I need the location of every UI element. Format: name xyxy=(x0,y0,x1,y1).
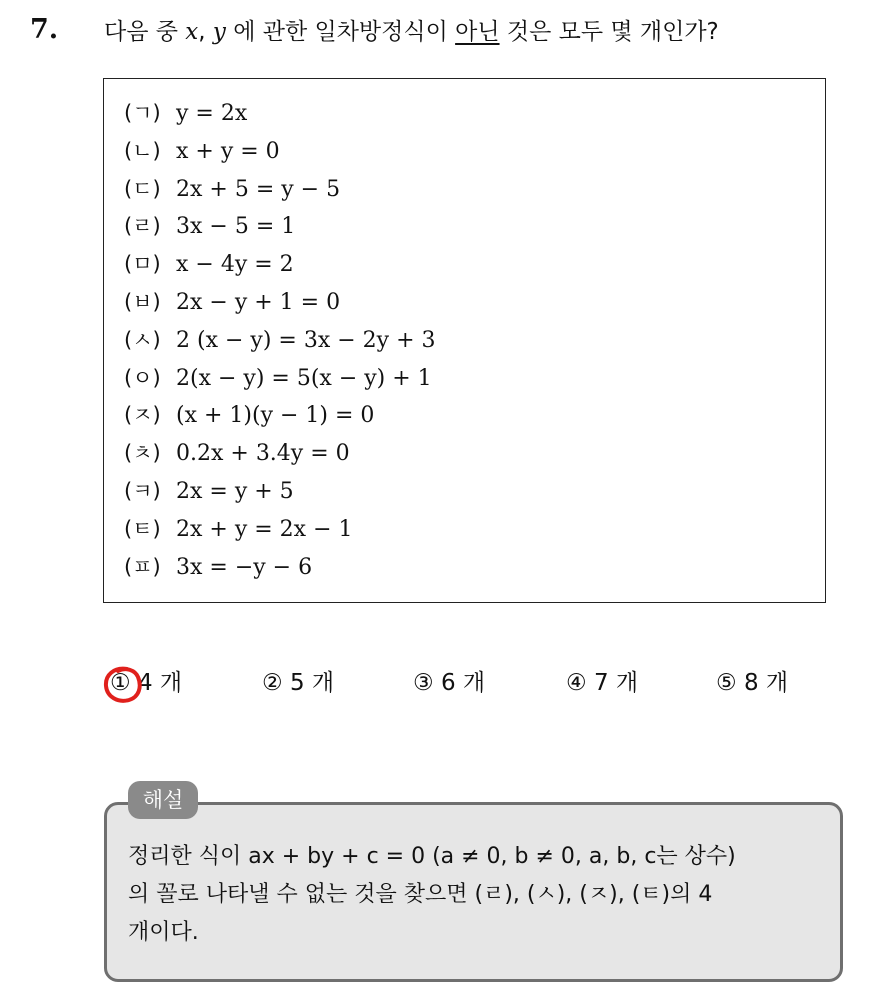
item-equation: 3x = −y − 6 xyxy=(176,554,313,580)
question-text-before: 다음 중 xyxy=(104,19,186,45)
choice-value: 6 개 xyxy=(440,670,486,696)
item-equation: x − 4y = 2 xyxy=(176,252,294,278)
choice-number: ③ xyxy=(413,670,434,696)
item-equation: y = 2x xyxy=(176,101,248,126)
explanation-line: 의 꼴로 나타낼 수 없는 것을 찾으면 (ㄹ), (ㅅ), (ㅈ), (ㅌ)의 4 xyxy=(128,882,713,907)
question-text-middle: 에 관한 일차방정식이 xyxy=(225,19,456,45)
choice-value: 4 개 xyxy=(137,670,183,696)
item-label: (ㅂ) xyxy=(124,289,161,314)
item-label: (ㅈ) xyxy=(124,403,161,428)
equation-item xyxy=(124,249,436,287)
item-equation: 2x − y + 1 = 0 xyxy=(176,289,341,315)
question-text xyxy=(104,16,719,48)
item-label: (ㅊ) xyxy=(124,441,161,466)
item-label: (ㅅ) xyxy=(124,327,161,352)
equation-list xyxy=(124,98,436,589)
choice-number: ① xyxy=(110,670,131,696)
item-label: (ㄷ) xyxy=(124,176,161,201)
equation-item xyxy=(124,211,436,249)
choice-number: ⑤ xyxy=(716,670,737,696)
variable-x: x xyxy=(185,19,199,45)
equation-item xyxy=(124,514,436,552)
choice-1[interactable] xyxy=(110,663,182,703)
variable-y: y xyxy=(212,19,226,45)
explanation-text xyxy=(128,838,828,952)
equation-item xyxy=(124,136,436,174)
item-label: (ㄱ) xyxy=(124,101,161,125)
choice-number: ④ xyxy=(566,670,587,696)
explanation-line: 개이다. xyxy=(128,920,199,945)
item-label: (ㅌ) xyxy=(124,516,161,541)
item-equation: 2x + y = 2x − 1 xyxy=(176,516,353,542)
question-number: 7. xyxy=(30,14,59,45)
item-label: (ㅇ) xyxy=(124,365,161,390)
item-equation: 2x = y + 5 xyxy=(176,478,294,504)
choice-number: ② xyxy=(262,670,283,696)
choice-3[interactable] xyxy=(413,663,485,703)
item-equation: 2 (x − y) = 3x − 2y + 3 xyxy=(176,327,436,353)
choice-value: 8 개 xyxy=(743,670,789,696)
item-label: (ㅋ) xyxy=(124,478,161,503)
item-label: (ㄹ) xyxy=(124,214,161,239)
item-equation: 2x + 5 = y − 5 xyxy=(176,176,341,202)
underlined-keyword: 아닌 xyxy=(455,19,500,45)
equation-item xyxy=(124,476,436,514)
choice-5[interactable] xyxy=(716,663,788,703)
equation-items-box xyxy=(103,78,826,603)
equation-item xyxy=(124,98,436,136)
item-equation: 3x − 5 = 1 xyxy=(176,214,296,240)
item-equation: x + y = 0 xyxy=(176,138,280,164)
equation-item xyxy=(124,363,436,401)
item-equation: 2(x − y) = 5(x − y) + 1 xyxy=(176,365,432,391)
item-label: (ㅁ) xyxy=(124,252,161,277)
explanation-line: 정리한 식이 ax + by + c = 0 (a ≠ 0, b ≠ 0, a, b, c는 상수) xyxy=(128,844,736,869)
equation-item xyxy=(124,287,436,325)
equation-item xyxy=(124,325,436,363)
choice-4[interactable] xyxy=(566,663,638,703)
item-label: (ㄴ) xyxy=(124,138,161,163)
choice-value: 5 개 xyxy=(289,670,335,696)
equation-item xyxy=(124,438,436,476)
choice-value: 7 개 xyxy=(593,670,639,696)
equation-item xyxy=(124,552,436,590)
choice-2[interactable] xyxy=(262,663,334,703)
equation-item xyxy=(124,174,436,212)
question-text-after: 것은 모두 몇 개인가? xyxy=(499,19,719,45)
item-equation: 0.2x + 3.4y = 0 xyxy=(176,441,350,467)
item-label: (ㅍ) xyxy=(124,554,161,579)
item-equation: (x + 1)(y − 1) = 0 xyxy=(176,403,375,429)
explanation-tab: 해설 xyxy=(128,781,198,819)
question-comma: , xyxy=(198,19,213,45)
answer-choices xyxy=(0,663,884,703)
equation-item xyxy=(124,400,436,438)
